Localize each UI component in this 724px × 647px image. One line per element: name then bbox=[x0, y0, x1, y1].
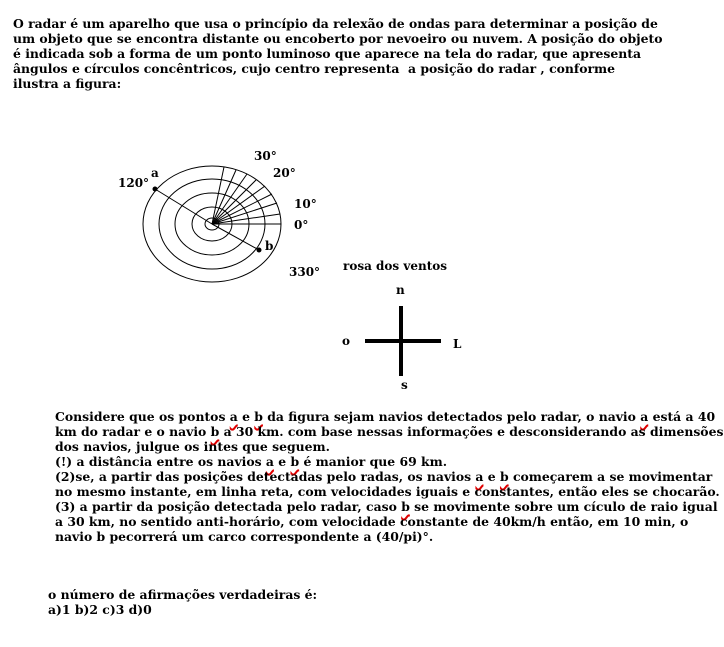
text: e bbox=[483, 469, 500, 484]
text: e bbox=[273, 454, 291, 469]
compass-title: rosa dos ventos bbox=[343, 259, 447, 273]
questions-paragraph bbox=[55, 409, 723, 544]
text: é manior que 69 km. bbox=[299, 454, 448, 469]
text: km do radar e o navio bbox=[55, 424, 211, 439]
q-line-6: no mesmo instante, em linha reta, com velocidades iguais e constantes, então eles se chocarão. bbox=[55, 484, 720, 499]
compass-north: n bbox=[396, 283, 405, 297]
q-line-7 bbox=[55, 499, 718, 514]
ship-b: b bbox=[254, 409, 263, 424]
text: começarem a se movimentar bbox=[508, 469, 713, 484]
intro-line: é indicada sob a forma de um ponto luminoso que aparece na tela do radar, que apresenta bbox=[13, 46, 641, 61]
compass-east: L bbox=[453, 337, 462, 351]
ship-a: a bbox=[229, 409, 238, 424]
ray-20 bbox=[212, 203, 277, 224]
text: se movimente sobre um cículo de raio igual bbox=[409, 499, 718, 514]
q-line-8: a 30 km, no sentido anti-horário, com velocidade constante de 40km/h então, em 10 min, o bbox=[55, 514, 689, 529]
ship-a: a bbox=[475, 469, 484, 484]
intro-line: ilustra a figura: bbox=[13, 76, 122, 91]
answer-options: a)1 b)2 c)3 d)0 bbox=[48, 602, 152, 617]
final-question-text: o número de afirmações verdadeiras é: bbox=[48, 587, 318, 602]
text: (!) a distância entre os navios bbox=[55, 454, 266, 469]
compass-west: o bbox=[342, 334, 351, 348]
angle-label-330: 330° bbox=[289, 265, 321, 279]
text: a 30 km. com base nessas informações e desconsiderando as dimensões bbox=[219, 424, 724, 439]
intro-line: um objeto que se encontra distante ou encoberto por nevoeiro ou nuvem. A posição do objeto bbox=[13, 31, 663, 46]
angle-label-30: 30° bbox=[254, 149, 277, 163]
text: da figura sejam navios detectados pelo radar, o navio bbox=[262, 409, 641, 424]
point-a-label: a bbox=[151, 166, 159, 180]
q-line-4 bbox=[55, 454, 447, 469]
q-line-9: navio b pecorrerá um carco correspondente a (40/pi)°. bbox=[55, 529, 434, 544]
text: está a 40 bbox=[648, 409, 716, 424]
ship-a: a bbox=[265, 454, 274, 469]
point-a-dot bbox=[153, 187, 158, 192]
point-b-dot bbox=[257, 248, 262, 253]
ship-b: b bbox=[401, 499, 410, 514]
ship-a: a bbox=[640, 409, 649, 424]
q-line-3: dos navios, julgue os intes que seguem. bbox=[55, 439, 330, 454]
angle-label-20: 20° bbox=[273, 166, 296, 180]
point-b-label: b bbox=[265, 239, 274, 253]
angle-label-0: 0° bbox=[294, 218, 309, 232]
ship-b: b bbox=[499, 469, 509, 484]
text: Considere que os pontos bbox=[55, 409, 230, 424]
ship-b: b bbox=[290, 454, 300, 469]
intro-line: ângulos e círculos concêntricos, cujo centro representa a posição do radar , conforme bbox=[13, 61, 615, 76]
ray-b bbox=[212, 224, 259, 250]
q-line-2 bbox=[55, 424, 723, 439]
final-question bbox=[48, 587, 317, 617]
ship-b: b bbox=[210, 424, 220, 439]
compass-rose bbox=[365, 306, 441, 376]
q-line-5 bbox=[55, 469, 712, 484]
text: (2)se, a partir das posições detectadas pelo radas, os navios bbox=[55, 469, 476, 484]
intro-line: O radar é um aparelho que usa o princípio da relexão de ondas para determinar a posição de bbox=[13, 16, 658, 31]
compass-south: s bbox=[401, 378, 408, 392]
angle-label-120: 120° bbox=[118, 176, 150, 190]
angle-label-10: 10° bbox=[294, 197, 317, 211]
text: (3) a partir da posição detectada pelo radar, caso bbox=[55, 499, 402, 514]
text: e bbox=[237, 409, 255, 424]
q-line-1 bbox=[55, 409, 715, 424]
